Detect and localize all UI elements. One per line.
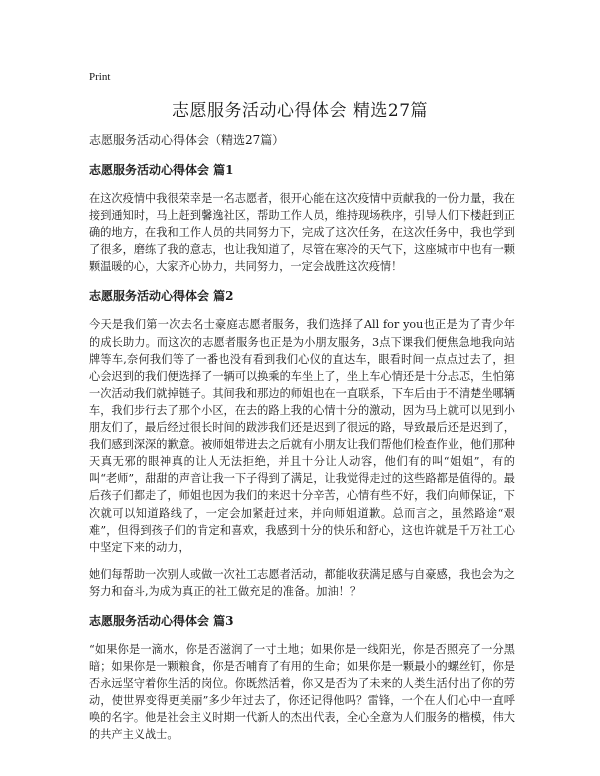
section-heading-3: 志愿服务活动心得体会 篇3 [89,613,234,628]
section-2-paragraph-1: 今天是我们第一次去名士豪庭志愿者服务，我们选择了All for you也正是为了青少年的成长助力。而这次的志愿者服务也正是为小朋友服务，3点下课我们便焦急地我向站牌等车,奈何我们等了一番也没有看到我们心仪的直达车，眼看时间一点点过去了，担心会迟到的我们便选择了一辆可以换乘的车坐上了，坐上车心情还是十分忐忑，生怕第一次活动我们就掉链子。其间我和那边的师姐也在一直联系，下车后由于不清楚坐哪辆车，我们步行去了那个小区，在去的路上我的心情十分的激动，因为马上就可以见到小朋友们了，最后经过很长时间的跋涉我们还是迟到了很远的路，导致最后还是迟到了，我们感到深深的歉意。被师姐带进去之后就有小朋友让我们帮他们检查作业，他们那种天真无邪的眼神真的让人无法拒绝，并且十分让人动容，他们有的叫“姐姐”，有的叫“老师”，甜甜的声音让我一下子得到了满足，让我觉得走过的这些路都是值得的。最后孩子们都走了，师姐也因为我们的来迟十分辛苦，心情有些不好，我们向师保证，下次就可以知道路线了，一定会加紧赶过来，并向师姐道歉。总而言之，虽然路途“艰难”，但得到孩子们的肯定和喜欢，我感到十分的快乐和舒心，这也许就是千万社工心中坚定下来的动力， [89,318,515,554]
section-heading-1: 志愿服务活动心得体会 篇1 [89,163,234,177]
section-3-paragraph-1: “如果你是一滴水，你是否滋润了一寸土地；如果你是一线阳光，你是否照亮了一分黑暗；如果你是一颗粮食，你是否哺育了有用的生命；如果你是一颗最小的螺丝钉，你是否永远坚守着你生活的岗位。你既然活着，你又是否为了未来的人类生活付出了你的劳动，使世界变得更美丽”多少年过去了，你还记得他吗？雷锋，一个在人们心中一直呼唤的名字。他是社会主义时期一代新人的杰出代表，全心全意为人们服务的楷模，伟大的共产主义战士。 [89,642,515,742]
section-1-paragraph-1: 在这次疫情中我很荣幸是一名志愿者，很开心能在这次疫情中贡献我的一份力量，我在接到通知时，马上赶到馨逸社区，帮助工作人员，维持现场秩序，引导人们下楼赶到正确的地方，在我和工作人员的共同努力下，完成了这次任务，在这次任务中，我也学到了很多，磨练了我的意志，也让我知道了，尽管在寒冷的天气下，这座城市中也有一颗颗温暖的心，大家齐心协力，共同努力，一定会战胜这次疫情！ [89,192,515,274]
page-title: 志愿服务活动心得体会 精选27篇 [171,101,429,121]
subtitle: 志愿服务活动心得体会（精选27篇） [89,133,285,147]
section-2-paragraph-2: 她们每帮助一次别人或做一次社工志愿者活动，都能收获满足感与自豪感，我也会为之努力和奋斗,为成为真正的社工做充足的准备。加油！？ [89,567,515,598]
section-heading-2: 志愿服务活动心得体会 篇2 [89,289,234,304]
print-label: Print [89,71,111,83]
document-body [89,131,515,756]
